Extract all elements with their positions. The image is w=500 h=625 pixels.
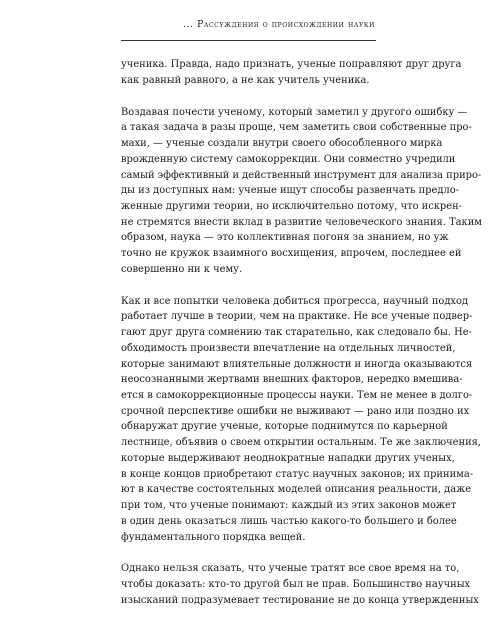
text-line: срочной перспективе ошибки не выживают — рано или поздно их (121, 405, 470, 417)
paragraph (121, 561, 479, 608)
text-line: женные другими теории, но исключительно потому, что искрен- (121, 200, 463, 212)
header-rule (121, 40, 376, 41)
text-line: точно не кружок взаимного восхищения, впрочем, последнее ей (121, 248, 462, 260)
text-line: Однако нельзя сказать, что ученые тратят все свое время на то, (121, 563, 460, 575)
text-line: совершенно ни к чему. (121, 263, 243, 275)
text-line: в конце концов приобретают статус научных законов; их принима- (121, 468, 474, 480)
text-line: не стремятся внести вклад в развитие человеческого знания. Таким (121, 216, 482, 228)
text-line: обходимость произвести впечатление на отдельных личностей, (121, 342, 456, 354)
text-line: обнаружат другие ученые, которые поднимутся по карьерной (121, 421, 448, 433)
text-line: неосознанными жертвами внешних факторов, нередко вмешива- (121, 374, 463, 386)
text-line: образом, наука — это коллективная погоня за знанием, но уж (121, 232, 449, 244)
text-line: как равный равного, а не как учитель ученика. (121, 74, 370, 86)
text-line: чтобы доказать: кто-то другой был не прав. Большинство научных (121, 579, 471, 591)
text-line: ют в качестве состоятельных моделей описания реальности, даже (121, 484, 472, 496)
paragraph (121, 105, 482, 278)
text-line: Воздавая почести ученому, который заметил у другого ошибку — (121, 106, 468, 118)
text-line: ученика. Правда, надо признать, ученые поправляют друг друга (121, 59, 462, 70)
text-line: которые выдерживают неоднократные нападки других ученых, (121, 452, 455, 464)
text-line: которые занимают влиятельные должности и иногда оказываются (121, 358, 473, 370)
text-line: гают друг друга сомнению так старательно, как следовало бы. Не- (121, 327, 472, 339)
text-line: работает лучше в теории, чем на практике. Не все ученые подвер- (121, 311, 473, 323)
text-line: изысканий подразумевает тестирование не до конца утвержденных (121, 594, 479, 606)
text-line: фундаментального порядка вещей. (121, 531, 306, 543)
text-line: самый эффективный и действенный инструмент для анализа приро- (121, 169, 482, 181)
paragraph (121, 294, 482, 546)
body-text (121, 57, 482, 625)
text-line: махи, — ученые создали внутри своего обособленного мирка (121, 138, 443, 150)
text-line: врожденную систему самокоррекции. Они совместно учредили (121, 153, 456, 165)
text-line: лестнице, объявив о своем открытии остальным. Те же заключения, (121, 437, 482, 449)
text-line: а такая задача в разы проще, чем заметить свои собственные про- (121, 122, 472, 134)
text-line: при том, что ученые понимают: каждый из этих законов может (121, 500, 457, 512)
text-line: ется в самокоррекционные процессы науки. Тем не менее в долго- (121, 390, 473, 402)
paragraph (121, 57, 462, 88)
text-line: в один день оказаться лишь частью какого-то большего и более (121, 515, 457, 527)
text-line: Как и все попытки человека добиться прогресса, научный подход (121, 295, 469, 307)
running-head: ... Рассуждения о происхождении науки (182, 19, 375, 30)
text-line: ды из доступных нам: ученые ищут способы развенчать предло- (121, 185, 459, 197)
